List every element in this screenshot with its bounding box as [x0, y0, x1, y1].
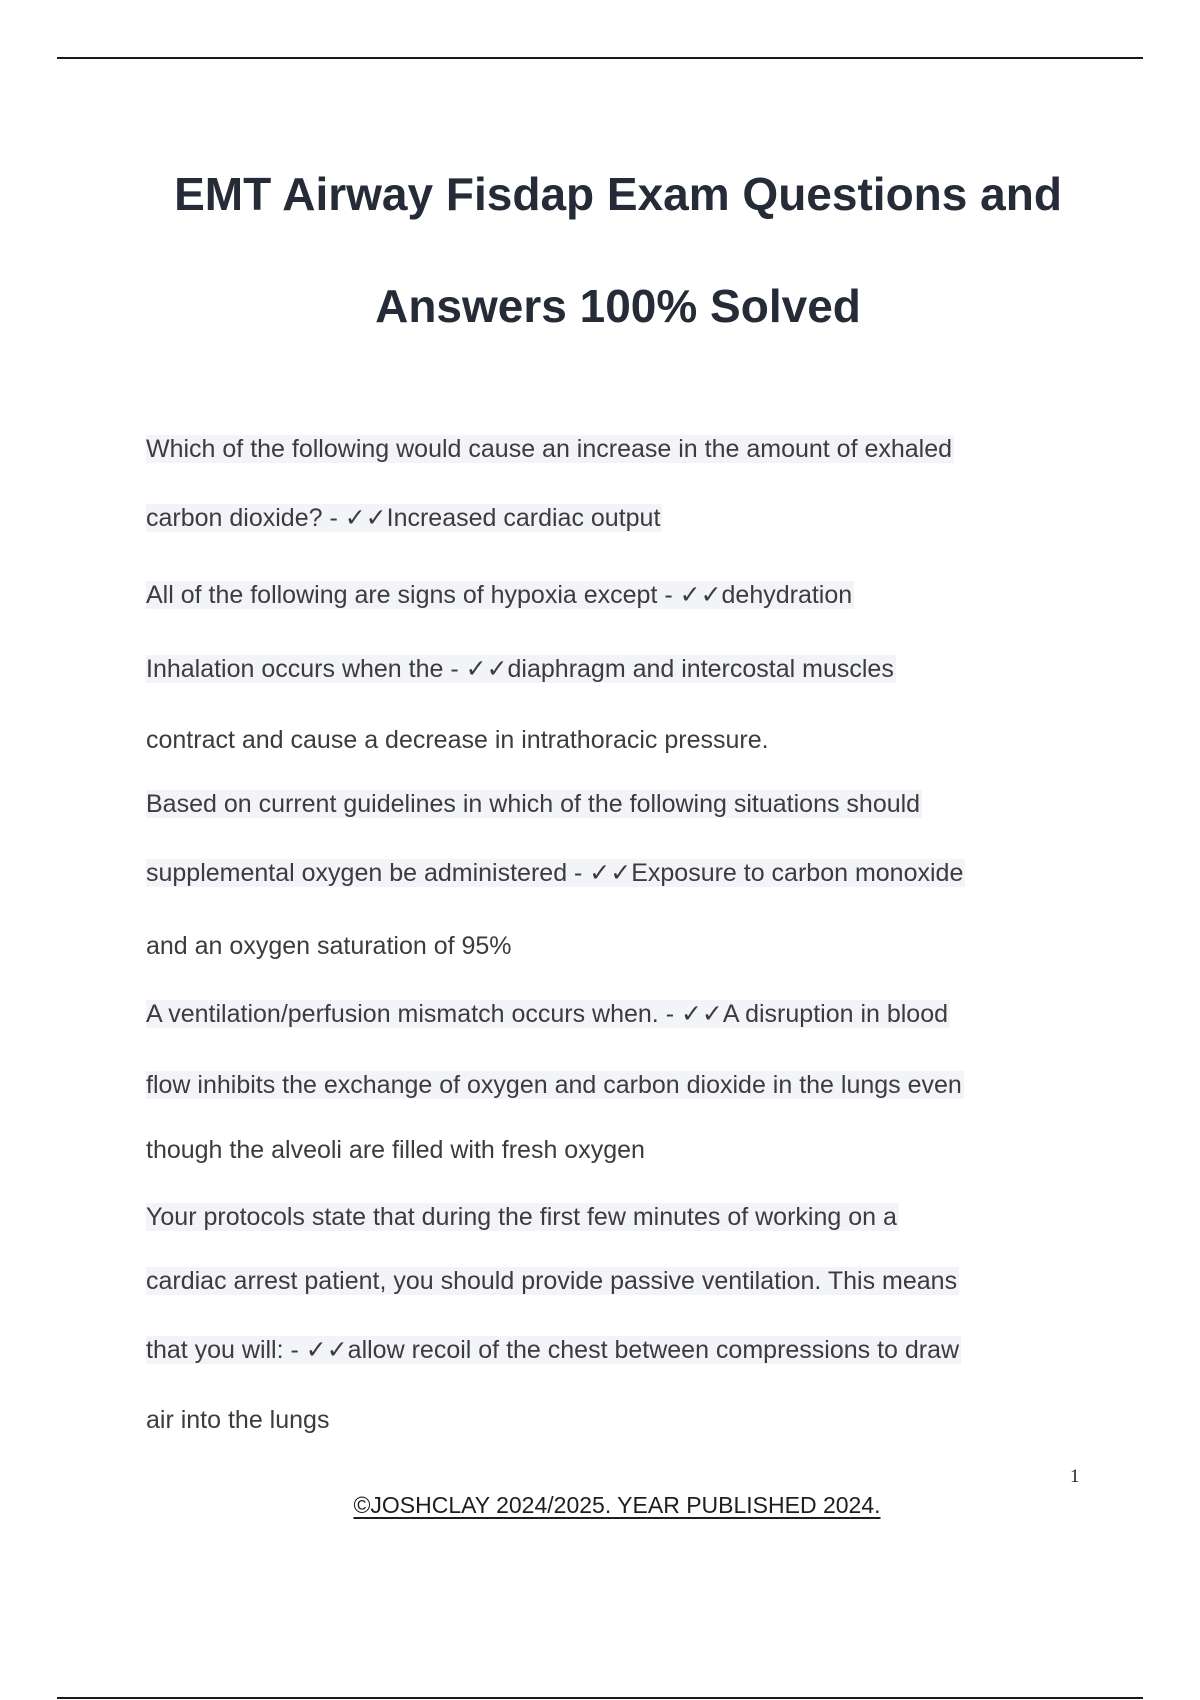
- text-line: and an oxygen saturation of 95%: [146, 932, 512, 960]
- text-line: Inhalation occurs when the - ✓✓diaphragm and intercostal muscles: [146, 655, 894, 683]
- text-line: A ventilation/perfusion mismatch occurs when. - ✓✓A disruption in blood: [146, 1000, 949, 1028]
- text-line: that you will: - ✓✓allow recoil of the chest between compressions to draw: [146, 1336, 960, 1364]
- text-line: Which of the following would cause an increase in the amount of exhaled: [146, 435, 953, 463]
- copyright-footer: [0, 1492, 1200, 1519]
- text-line: air into the lungs: [146, 1406, 330, 1434]
- document-title: [100, 138, 1136, 362]
- text-line: Your protocols state that during the first few minutes of working on a: [146, 1203, 897, 1231]
- text-line: Based on current guidelines in which of the following situations should: [146, 790, 921, 818]
- text-line: supplemental oxygen be administered - ✓✓Exposure to carbon monoxide: [146, 859, 964, 887]
- title-line-1: EMT Airway Fisdap Exam Questions and: [174, 168, 1062, 220]
- text-line: contract and cause a decrease in intrathoracic pressure.: [146, 726, 769, 754]
- text-line: flow inhibits the exchange of oxygen and carbon dioxide in the lungs even: [146, 1071, 962, 1099]
- title-line-2: Answers 100% Solved: [375, 280, 861, 332]
- text-line: carbon dioxide? - ✓✓Increased cardiac output: [146, 504, 661, 532]
- text-line: though the alveoli are filled with fresh oxygen: [146, 1136, 645, 1164]
- top-rule: [57, 57, 1143, 59]
- bottom-rule: [57, 1697, 1143, 1699]
- copyright-text: ©JOSHCLAY 2024/2025. YEAR PUBLISHED 2024.: [353, 1492, 881, 1518]
- page-number: 1: [1070, 1466, 1080, 1487]
- text-line: All of the following are signs of hypoxia except - ✓✓dehydration: [146, 581, 853, 609]
- text-line: cardiac arrest patient, you should provide passive ventilation. This means: [146, 1267, 958, 1295]
